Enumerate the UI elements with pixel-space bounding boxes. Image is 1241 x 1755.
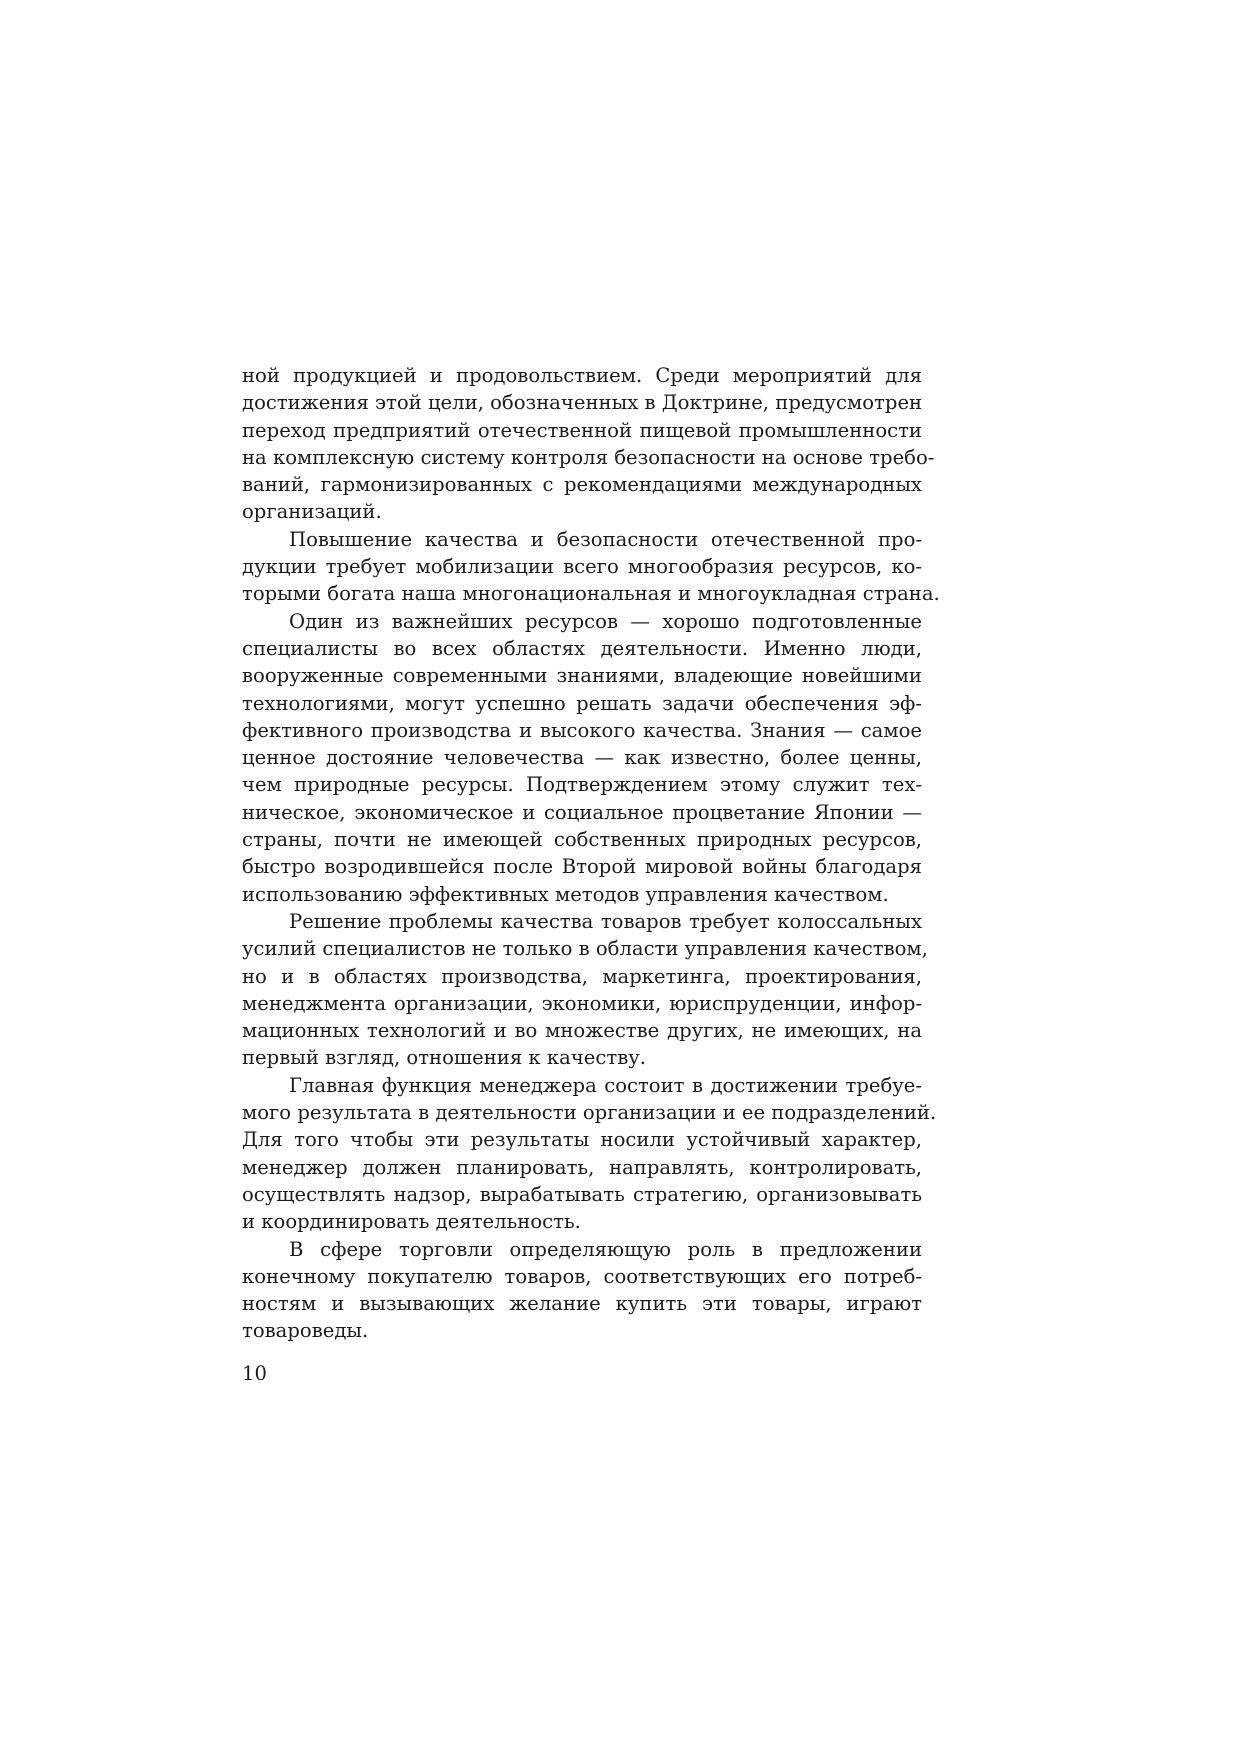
text-line: торыми богата наша многонациональная и многоукладная страна. (242, 582, 940, 606)
text-line: товароведы. (242, 1319, 369, 1343)
text-line: специалисты во всех областях деятельности. Именно люди, (242, 636, 922, 660)
text-line: мационных технологий и во множестве других, не имеющих, на (242, 1019, 922, 1043)
text-line: организаций. (242, 500, 382, 524)
text-line: мого результата в деятельности организации и ее подразделений. (242, 1101, 937, 1125)
text-line: Главная функция менеджера состоит в достижении требуе- (289, 1073, 922, 1097)
text-line: осуществлять надзор, вырабатывать стратегию, организовывать (242, 1182, 922, 1206)
text-line: Один из важнейших ресурсов — хорошо подготовленные (289, 609, 922, 633)
text-line: усилий специалистов не только в области управления качеством, (242, 937, 928, 961)
text-line: достижения этой цели, обозначенных в Доктрине, предусмотрен (242, 391, 923, 415)
text-line: но и в областях производства, маркетинга, проектирования, (242, 964, 922, 988)
text-line: и координировать деятельность. (242, 1210, 581, 1234)
paragraph (242, 1236, 922, 1345)
text-line: фективного производства и высокого качества. Знания — самое (242, 718, 922, 742)
text-line: на комплексную систему контроля безопасности на основе требо- (242, 445, 935, 469)
text-line: чем природные ресурсы. Подтверждением этому служит тех- (242, 773, 922, 797)
text-line: Решение проблемы качества товаров требует колоссальных (289, 909, 922, 933)
text-line: ностям и вызывающих желание купить эти товары, играют (242, 1292, 922, 1316)
text-line: Повышение качества и безопасности отечественной про- (289, 527, 922, 551)
text-line: ническое, экономическое и социальное процветание Японии — (242, 800, 922, 824)
paragraph (242, 526, 940, 608)
text-line: ценное достояние человечества — как известно, более ценны, (242, 746, 922, 770)
page-number: 10 (242, 1362, 267, 1385)
text-line: менеджмента организации, экономики, юриспруденции, инфор- (242, 991, 922, 1015)
text-line: ваний, гармонизированных с рекомендациями международных (242, 473, 922, 497)
paragraph (242, 362, 935, 526)
paragraph (242, 908, 928, 1072)
paragraph (242, 1072, 937, 1236)
text-line: менеджер должен планировать, направлять, контролировать, (242, 1155, 922, 1179)
paragraph (242, 608, 922, 908)
text-line: страны, почти не имеющей собственных природных ресурсов, (242, 828, 922, 852)
text-line: Для того чтобы эти результаты носили устойчивый характер, (242, 1128, 922, 1152)
text-line: ной продукцией и продовольствием. Среди мероприятий для (242, 364, 922, 387)
text-line: технологиями, могут успешно решать задачи обеспечения эф- (242, 691, 922, 715)
body-text (242, 362, 940, 1345)
text-line: В сфере торговли определяющую роль в предложении (289, 1237, 922, 1261)
text-line: первый взгляд, отношения к качеству. (242, 1046, 646, 1070)
text-line: переход предприятий отечественной пищевой промышленности (242, 418, 922, 442)
text-line: дукции требует мобилизации всего многообразия ресурсов, ко- (242, 555, 922, 579)
text-line: конечному покупателю товаров, соответствующих его потреб- (242, 1264, 922, 1288)
text-line: вооруженные современными знаниями, владеющие новейшими (242, 664, 922, 688)
text-line: быстро возродившейся после Второй мировой войны благодаря (242, 855, 922, 879)
text-line: использованию эффективных методов управления качеством. (242, 882, 889, 906)
